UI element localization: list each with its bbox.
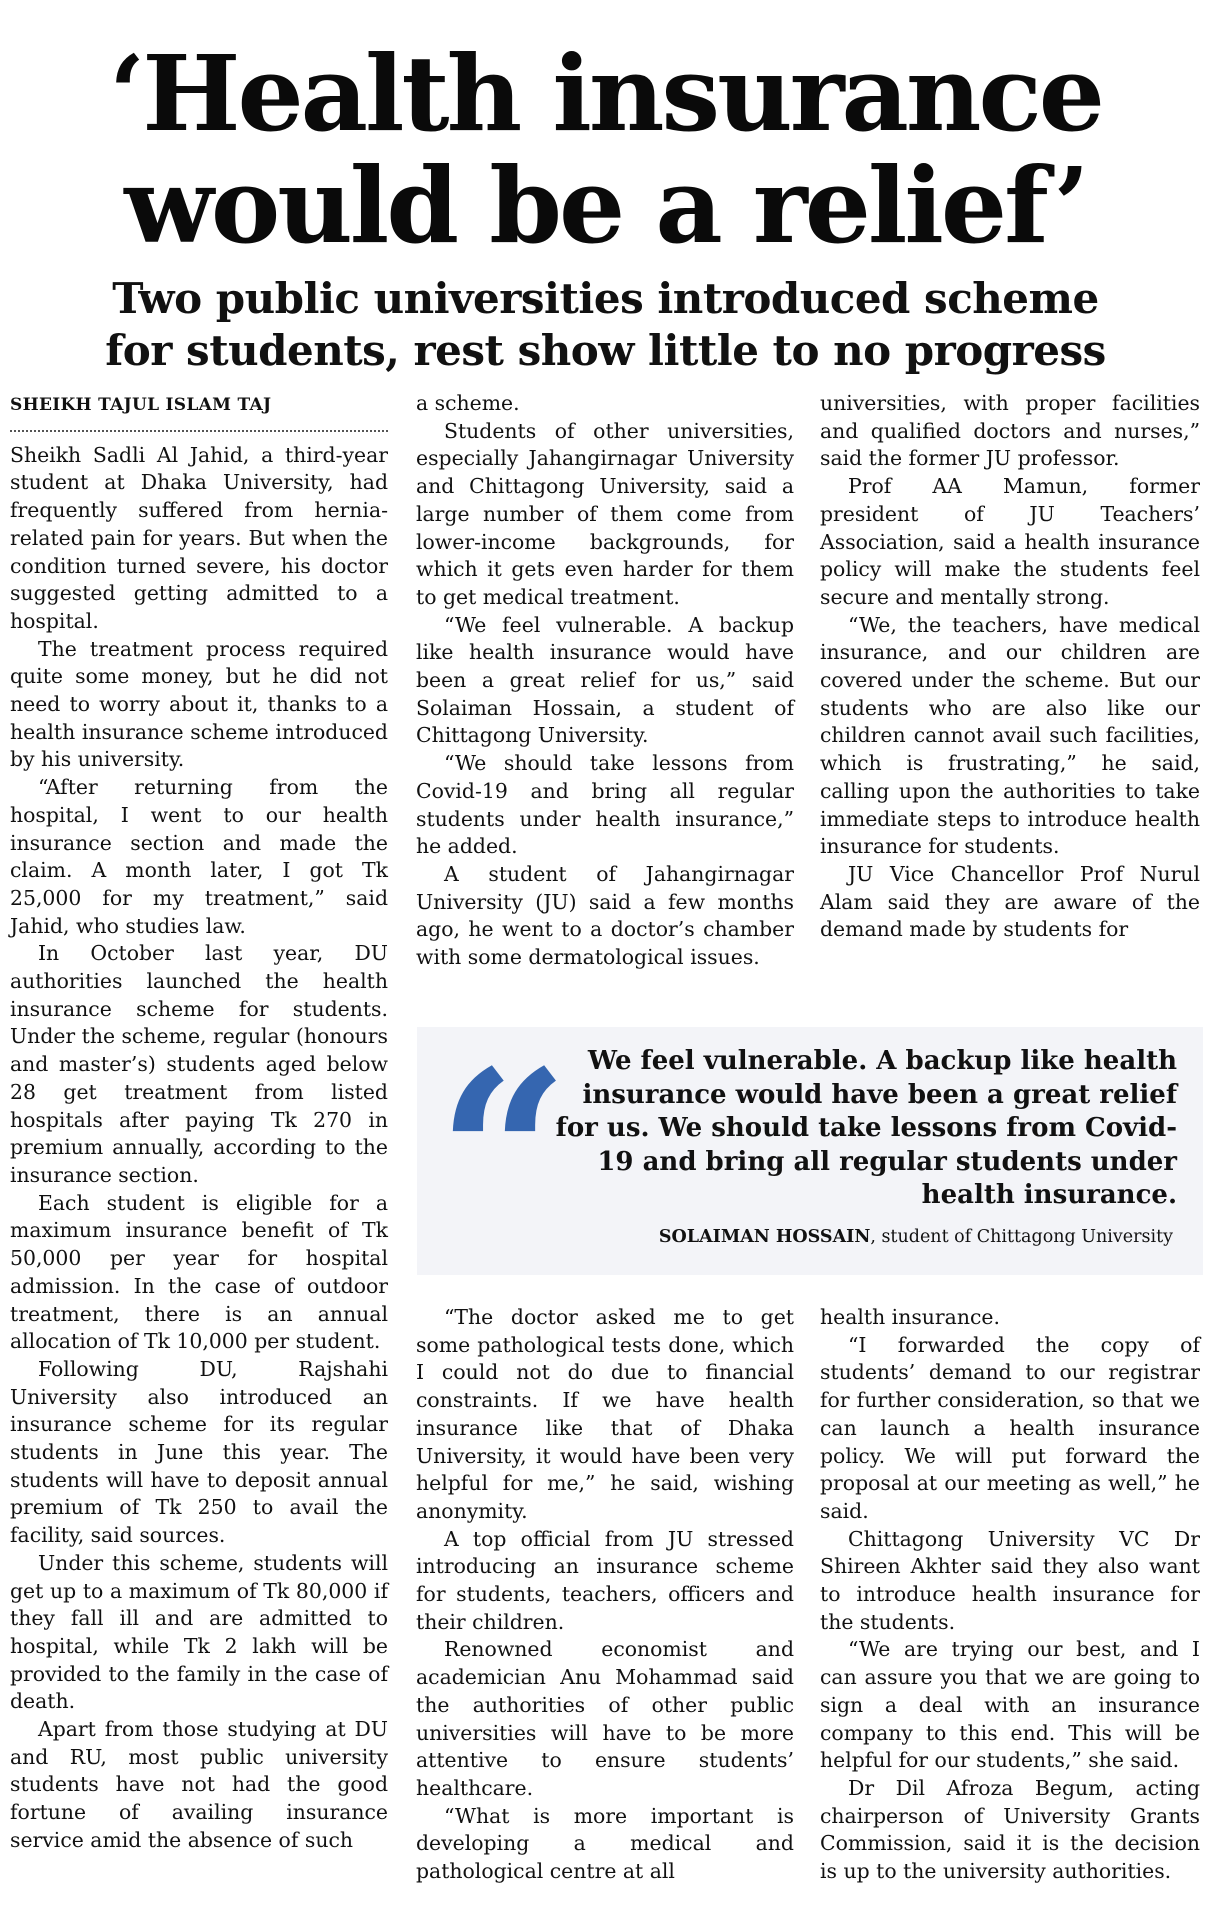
pull-quote-role: , student of Chittagong University [870, 1227, 1173, 1247]
paragraph: health insurance. [820, 1305, 1000, 1329]
subhead-line-1: Two public universities introduced scheme [112, 274, 1099, 323]
byline: SHEIKH TAJUL ISLAM TAJ [10, 392, 388, 432]
paragraph: Apart from those studying at DU and RU, most public university students have not had the good fortune of availing insurance service amid the absence of such [10, 1717, 388, 1852]
pull-quote-text: We feel vulnerable. A backup like health insurance would have been a great relief for us. We should take lessons from Covid-19 and bring all regular students under health insurance. [555, 1046, 1177, 1210]
quote-mark-icon: “ [437, 1021, 570, 1291]
pull-quote-name: SOLAIMAN HOSSAIN [658, 1227, 871, 1247]
paragraph: Chittagong University VC Dr Shireen Akhter said they also want to introduce health insurance for the students. [820, 1526, 1200, 1634]
article-column-3-top [820, 390, 1200, 944]
pull-quote [417, 1021, 1203, 1291]
paragraph: Each student is eligible for a maximum insurance benefit of Tk 50,000 per year for hospital admission. In the case of outdoor treatment, there is an annual allocation of Tk 10,000 per student. [10, 1190, 388, 1354]
paragraph: Under this scheme, students will get up to a maximum of Tk 80,000 if they fall ill and are admitted to hospital, while Tk 2 lakh will be provided to the family in the case of death. [10, 1550, 388, 1714]
pull-quote-attribution [659, 1227, 1173, 1247]
paragraph: “We feel vulnerable. A backup like health insurance would have been a great relief for us,” said Solaiman Hossain, a student of Chittagong University. [416, 612, 794, 748]
paragraph: Dr Dil Afroza Begum, acting chairperson of University Grants Commission, said it is the decision is up to the university authorities. [820, 1775, 1200, 1884]
headline-line-2: would be a relief’ [124, 144, 1087, 267]
paragraph: universities, with proper facilities and qualified doctors and nurses,” said the former JU professor. [820, 391, 1200, 471]
paragraph: Following DU, Rajshahi University also introduced an insurance scheme for its regular students in June this year. The students will have to deposit annual premium of Tk 250 to avail the facility, said sources. [10, 1356, 388, 1548]
subheadline [0, 273, 1211, 377]
paragraph: “After returning from the hospital, I went to our health insurance section and made the claim. A month later, I got Tk 25,000 for my treatment,” said Jahid, who studies law. [10, 775, 388, 938]
paragraph: JU Vice Chancellor Prof Nurul Alam said they are aware of the demand made by students for [820, 861, 1200, 942]
paragraph: A student of Jahangirnagar University (JU) said a few months ago, he went to a doctor’s chamber with some dermatological issues. [416, 861, 794, 970]
paragraph: “We are trying our best, and I can assure you that we are going to sign a deal with an insurance company to this end. This will be helpful for our students,” she said. [820, 1637, 1200, 1773]
paragraph: “We, the teachers, have medical insurance, and our children are covered under the scheme. But our students who are also like our children cannot avail such facilities, which is frustrating,” he said, calling upon the authorities to take immediate steps to introduce health insurance for students. [820, 612, 1200, 859]
paragraph: “We should take lessons from Covid-19 and bring all regular students under health insurance,” he added. [416, 751, 794, 859]
paragraph: In October last year, DU authorities launched the health insurance scheme for students. Under the scheme, regular (honours and master’s) students aged below 28 get treatment from listed hospitals after paying Tk 270 in premium annually, according to the insurance section. [10, 941, 389, 1187]
paragraph: Sheikh Sadli Al Jahid, a third-year student at Dhaka University, had frequently suffered from hernia-related pain for years. But when the condition turned severe, his doctor suggested getting admitted to a hospital. [10, 442, 388, 633]
subhead-line-2: for students, rest show little to no progress [105, 326, 1106, 375]
paragraph: Prof AA Mamun, former president of JU Teachers’ Association, said a health insurance policy will make the students feel secure and mentally strong. [820, 474, 1200, 609]
paragraph: The treatment process required quite some money, but he did not need to worry about it, thanks to a health insurance scheme introduced by his university. [10, 636, 388, 772]
paragraph: “What is more important is developing a medical and pathological centre at all [416, 1803, 794, 1884]
paragraph: A top official from JU stressed introducing an insurance scheme for students, teachers, officers and their children. [416, 1526, 794, 1634]
headline [0, 32, 1211, 267]
article-column-2-bottom [416, 1304, 794, 1886]
article-column-3-bottom [820, 1304, 1200, 1886]
article-column-2-top [416, 390, 794, 972]
paragraph: “I forwarded the copy of students’ demand to our registrar for further consideration, so that we can launch a health insurance policy. We will put forward the proposal at our meeting as well,” he said. [820, 1332, 1200, 1523]
paragraph: Students of other universities, especially Jahangirnagar University and Chittagong University, said a large number of them come from lower-income backgrounds, for which it gets even harder for them to get medical treatment. [416, 418, 794, 609]
headline-line-1: ‘Health insurance [109, 32, 1102, 155]
paragraph: a scheme. [416, 391, 520, 415]
paragraph: “The doctor asked me to get some pathological tests done, which I could not do due to financial constraints. If we have health insurance like that of Dhaka University, it would have been very helpful for me,” he said, wishing anonymity. [416, 1305, 794, 1523]
paragraph: Renowned economist and academician Anu Mohammad said the authorities of other public universities will have to be more attentive to ensure students’ healthcare. [416, 1637, 794, 1800]
article-column-1 [10, 392, 388, 1855]
